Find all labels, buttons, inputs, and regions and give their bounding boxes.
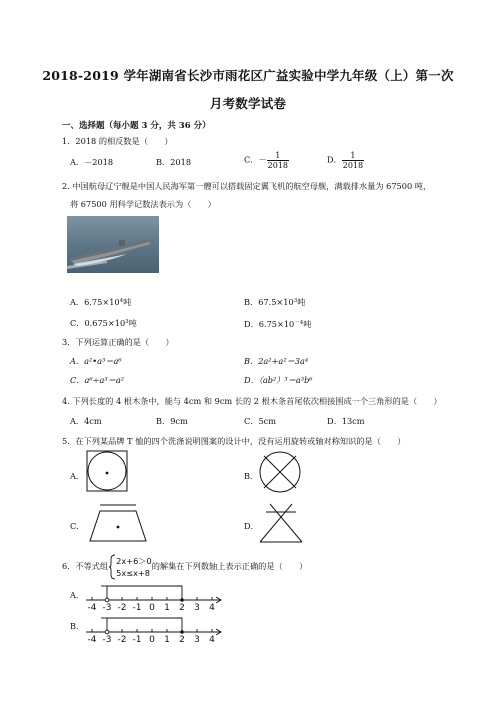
number-line-tick-label: 1 — [164, 603, 170, 612]
aircraft-carrier-photo — [67, 216, 159, 273]
q4-option-c: C．5cm — [244, 416, 277, 426]
q4-stem: 4. 下列长度的 4 根木条中，能与 4cm 和 9cm 长的 2 根木条首尾依次相接围成一个三角形的是（ ） — [62, 396, 442, 406]
q5-option-c-label: C． — [70, 521, 85, 531]
number-line-tick-label: -1 — [132, 603, 142, 612]
left-brace-icon — [108, 554, 116, 580]
number-line-tick-label: 0 — [149, 603, 155, 612]
q3-stem: 3．下列运算正确的是（ ） — [62, 337, 174, 347]
number-line-tick-label: -4 — [87, 635, 97, 644]
exam-title-line2: 月考数学试卷 — [209, 96, 287, 111]
number-line-tick-label: 0 — [149, 635, 155, 644]
q1-option-b: B．2018 — [156, 157, 192, 167]
number-line-tick-label: -2 — [117, 603, 127, 612]
q1-option-c: C．－ $\frac{1}{2018}$ — [244, 151, 288, 170]
q4-option-d: D．13cm — [327, 416, 365, 426]
q4-option-a: A．4cm — [70, 416, 102, 426]
q3-option-b: B．2a²+a²＝3a⁴ — [244, 356, 309, 366]
q5-option-a-label: A． — [70, 471, 85, 481]
q5-option-b-figure — [258, 450, 302, 494]
q1-option-d: D． $\frac{1}{2018}$ — [327, 151, 364, 170]
q1-option-a: A．－2018 — [70, 157, 114, 167]
q6-inequality-2: 5x≤x+8 — [116, 568, 150, 578]
q5-stem: 5．在下列某品牌 T 恤的四个洗涤说明图案的设计中，没有运用旋转或轴对称知识的是（ ） — [62, 436, 406, 446]
q6-option-b-label: B． — [70, 621, 85, 631]
number-line-tick-label: 3 — [194, 635, 200, 644]
closed-circle — [180, 630, 184, 634]
q1-stem: 1．2018 的相反数是（ ） — [62, 136, 173, 146]
q3-option-a: A．a²•a³＝a⁶ — [70, 356, 122, 366]
q5-option-a-figure — [86, 450, 128, 492]
open-circle — [105, 598, 109, 602]
q6-option-a-number-line — [84, 578, 224, 612]
number-line-tick-label: 3 — [194, 603, 200, 612]
number-line-tick-label: -1 — [132, 635, 142, 644]
number-line-tick-label: -2 — [117, 635, 127, 644]
solution-bracket — [107, 586, 182, 600]
number-line-tick-label: 2 — [179, 603, 185, 612]
q2-stem-line1: 2. 中国航母辽宁舰是中国人民海军第一艘可以搭载固定翼飞机的航空母舰，满载排水量为 67500 吨， — [62, 181, 432, 191]
q6-stem: 6．不等式组 2x+6＞0 5x≤x+8 的解集在下列数轴上表示正确的是（ ） — [62, 556, 308, 578]
q2-option-c: C．$0.675\times 10^3$吨 — [70, 318, 137, 328]
q5-option-b-label: B． — [244, 471, 259, 481]
open-circle — [105, 630, 109, 634]
q2-option-b: B．$67.5\times 10^3$吨 — [244, 297, 306, 307]
q6-inequality-system — [108, 554, 152, 580]
number-line-tick-label: 4 — [209, 635, 215, 644]
q4-option-b: B．9cm — [156, 416, 188, 426]
closed-circle — [180, 598, 184, 602]
q5-option-d-figure — [258, 500, 304, 544]
q6-option-b-number-line — [84, 610, 224, 644]
q5-option-d-label: D． — [244, 521, 259, 531]
q2-stem-line2: 将 67500 用科学记数法表示为（ ） — [70, 199, 216, 209]
number-line-tick-label: -3 — [102, 635, 112, 644]
q6-option-a-label: A． — [70, 590, 85, 600]
q1-option-c-fraction: $\frac{1}{2018}$ — [267, 151, 288, 170]
number-line-tick-label: 2 — [179, 635, 185, 644]
number-line-tick-label: -4 — [87, 603, 97, 612]
q1-option-d-fraction: $\frac{1}{2018}$ — [342, 151, 364, 170]
q2-option-a: A．$6.75\times 10^4$吨 — [70, 297, 132, 307]
section-heading: 一、选择题（每小题 3 分，共 36 分） — [62, 121, 211, 131]
q2-option-d: D．$6.75\times 10^{-4}$吨 — [244, 319, 312, 329]
solution-bracket — [107, 618, 182, 632]
q3-option-c: C．a⁶÷a³＝a² — [70, 375, 124, 385]
q3-option-d: D．（ab²）³＝a³b⁶ — [244, 375, 313, 385]
q6-inequality-1: 2x+6＞0 — [116, 556, 152, 566]
number-line-tick-label: 4 — [209, 603, 215, 612]
number-line-tick-label: 1 — [164, 635, 170, 644]
exam-title-line1: 2018-2019 学年湖南省长沙市雨花区广益实验中学九年级（上）第一次 — [42, 68, 454, 83]
q5-option-c-figure — [88, 503, 148, 543]
number-line-tick-label: -3 — [102, 603, 112, 612]
